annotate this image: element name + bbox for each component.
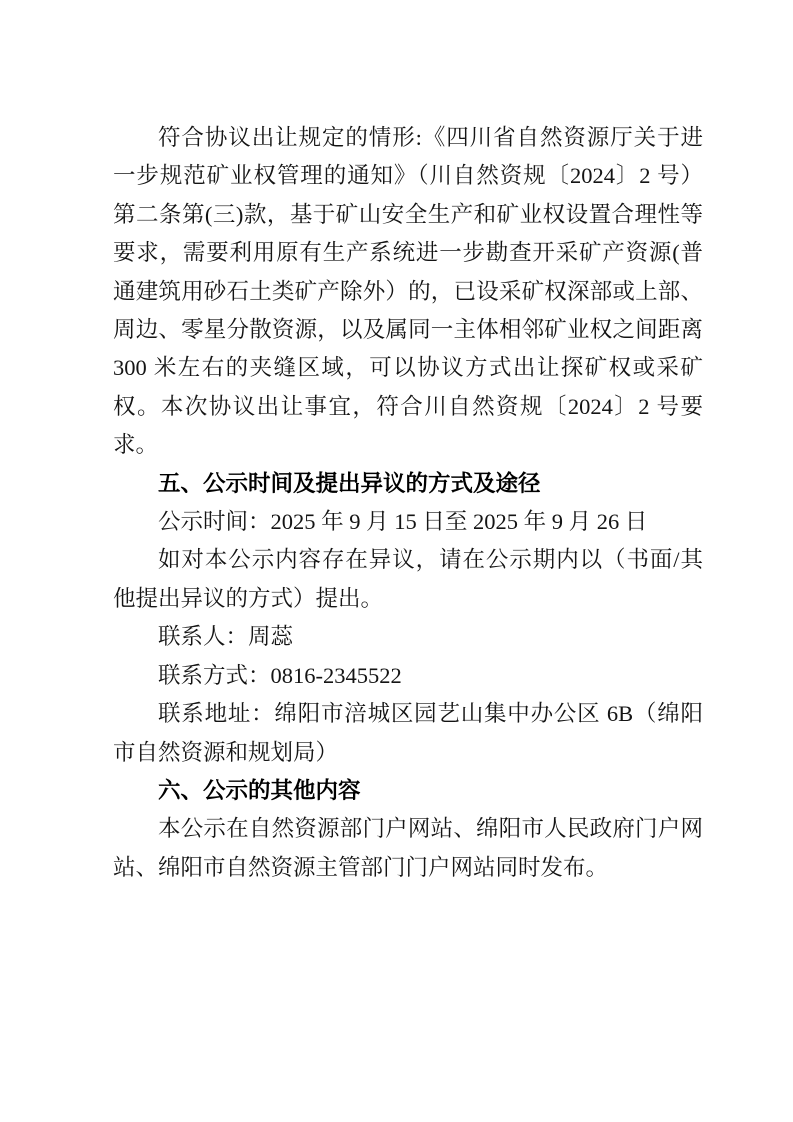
heading-section-six-other-content: 六、公示的其他内容 — [158, 777, 361, 803]
paragraph-publicity-time: 公示时间：2025 年 9 月 15 日至 2025 年 9 月 26 日 — [158, 509, 648, 535]
paragraph-objection-instructions: 如对本公示内容存在异议，请在公示期内以（书面/其他提出异议的方式）提出。 — [113, 547, 703, 611]
paragraph-protocol-transfer-compliance: 符合协议出让规定的情形:《四川省自然资源厅关于进一步规范矿业权管理的通知》（川自然资规〔2024〕2 号）第二条第(三)款，基于矿山安全生产和矿业权设置合理性等要求，需要利用原有生产系统进一步勘查开采矿产资源(普通建筑用砂石土类矿产除外）的，已设采矿权深部或上部、周边、零星分散资源，以及属同一主体相邻矿业权之间距离 300 米左右的夹缝区域，可以协议方式出让探矿权或采矿权。本次协议出让事宜，符合川自然资规〔2024〕2 号要求。 — [113, 125, 703, 458]
paragraph-contact-phone: 联系方式：0816-2345522 — [158, 662, 402, 688]
paragraph-contact-person: 联系人：周蕊 — [158, 624, 294, 650]
heading-section-five-publicity-period: 五、公示时间及提出异议的方式及途径 — [158, 470, 541, 496]
document-text-block — [113, 119, 703, 887]
paragraph-release-channels: 本公示在自然资源部门户网站、绵阳市人民政府门户网站、绵阳市自然资源主管部门门户网站同时发布。 — [113, 816, 703, 880]
paragraph-contact-address: 联系地址：绵阳市涪城区园艺山集中办公区 6B（绵阳市自然资源和规划局） — [113, 701, 703, 765]
